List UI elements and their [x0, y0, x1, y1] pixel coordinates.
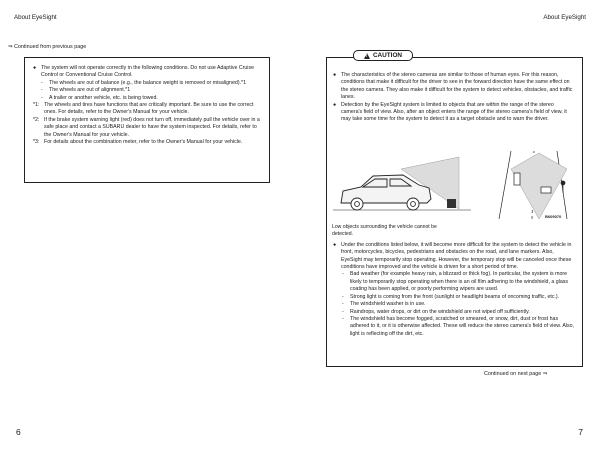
condition-item: - Strong light is coming from the front (sunlight or headlight beams of oncoming traffic, etc.).: [342, 293, 560, 300]
footnote: *2: If the brake system warning light (red) does not turn off, immediately pull the vehicle over in a safe place and contact a SUBARU dealer to have the system inspected. For details, refer to the Owner's Manual for your vehicle.: [33, 116, 260, 138]
page-number-right: 7: [578, 427, 583, 437]
condition-item: - Bad weather (for example heavy rain, a blizzard or thick fog). In particular, the system is more likely to temporarily stop operating when there is an oil film adhering to the windshield, a glass coating has been applied, or poorly performing wipers are used.: [342, 271, 568, 293]
left-bullet: ● The system will not operate correctly in the following conditions. Do not use Adaptive Cruise Control or Conventional Cruise Control.: [33, 65, 255, 79]
bullet-icon: ●: [333, 72, 337, 78]
condition-item: - The windshield washer is in use.: [342, 301, 426, 308]
sub-item: - The wheels are out of alignment.*1: [41, 87, 131, 94]
page-header-right: About EyeSight: [543, 14, 586, 21]
footnote: *1: The wheels and tires have functions that are critically important. Be sure to use the correct ones. For details, refer to the Owner's Manual for your vehicle.: [33, 102, 254, 116]
page-number-left: 6: [16, 427, 21, 437]
caution-bullet: ● Under the conditions listed below, it will become more difficult for the system to detect the vehicle in front, motorcycles, bicycles, pedestrians and obstacles on the road, and lane markers. Also, EyeSight may temporarily stop operating. However, the temporary stop will be canceled once these conditions have improved and the vehicle is driven for a short period of time.: [333, 241, 572, 271]
bullet-icon: ●: [33, 65, 37, 71]
road-top-view: [499, 151, 567, 219]
sub-item: - The wheels are out of balance (e.g., the balance weight is removed or misaligned).*1: [41, 79, 246, 86]
continued-on-next: Continued on next page ⇒: [484, 371, 548, 377]
left-notes-box: [24, 57, 270, 183]
caution-bullet: ● The characteristics of the stereo cameras are similar to those of human eyes. For this reason, conditions that make it difficult for the driver to see in the forward direction have the same effect on the stereo camera. They also make it difficult for the system to detect vehicles, obstacles, and traffic lanes.: [333, 72, 573, 101]
low-object-icon: [447, 199, 456, 208]
caution-label: ! CAUTION: [353, 50, 413, 61]
page-header-left: About EyeSight: [14, 14, 57, 21]
sub-item: - A trailer or another vehicle, etc. is being towed.: [41, 94, 158, 101]
caution-bullet: ● Detection by the EyeSight system is limited to objects that are within the range of the stereo camera's field of view. Also, after an object enters the range of the stereo camera's field of view, it may take some time for the system to detect it as a target obstacle and to warn the driver.: [333, 101, 567, 123]
condition-item: - Raindrops, water drops, or dirt on the windshield are not wiped off sufficiently.: [342, 308, 530, 315]
illustration-caption: Low objects surrounding the vehicle cannot be detected.: [332, 224, 437, 237]
continued-from-previous: ⇒ Continued from previous page: [8, 44, 87, 50]
bullet-icon: ●: [333, 241, 337, 248]
bullet-icon: ●: [333, 101, 337, 108]
footnote: *3: For details about the combination meter, refer to the Owner's Manual for your vehicle.: [33, 139, 243, 146]
stereo-camera-illustration: [331, 151, 579, 221]
condition-item: - The windshield has become fogged, scratched or smeared, or snow, dirt, dust or frost has adhered to it, or it is otherwise affected. These will reduce the stereo camera's field of view. Also, light is reflecting off the dirt, etc.: [342, 315, 575, 337]
warning-triangle-icon: [364, 53, 370, 59]
illustration-code: B609070: [545, 214, 562, 219]
